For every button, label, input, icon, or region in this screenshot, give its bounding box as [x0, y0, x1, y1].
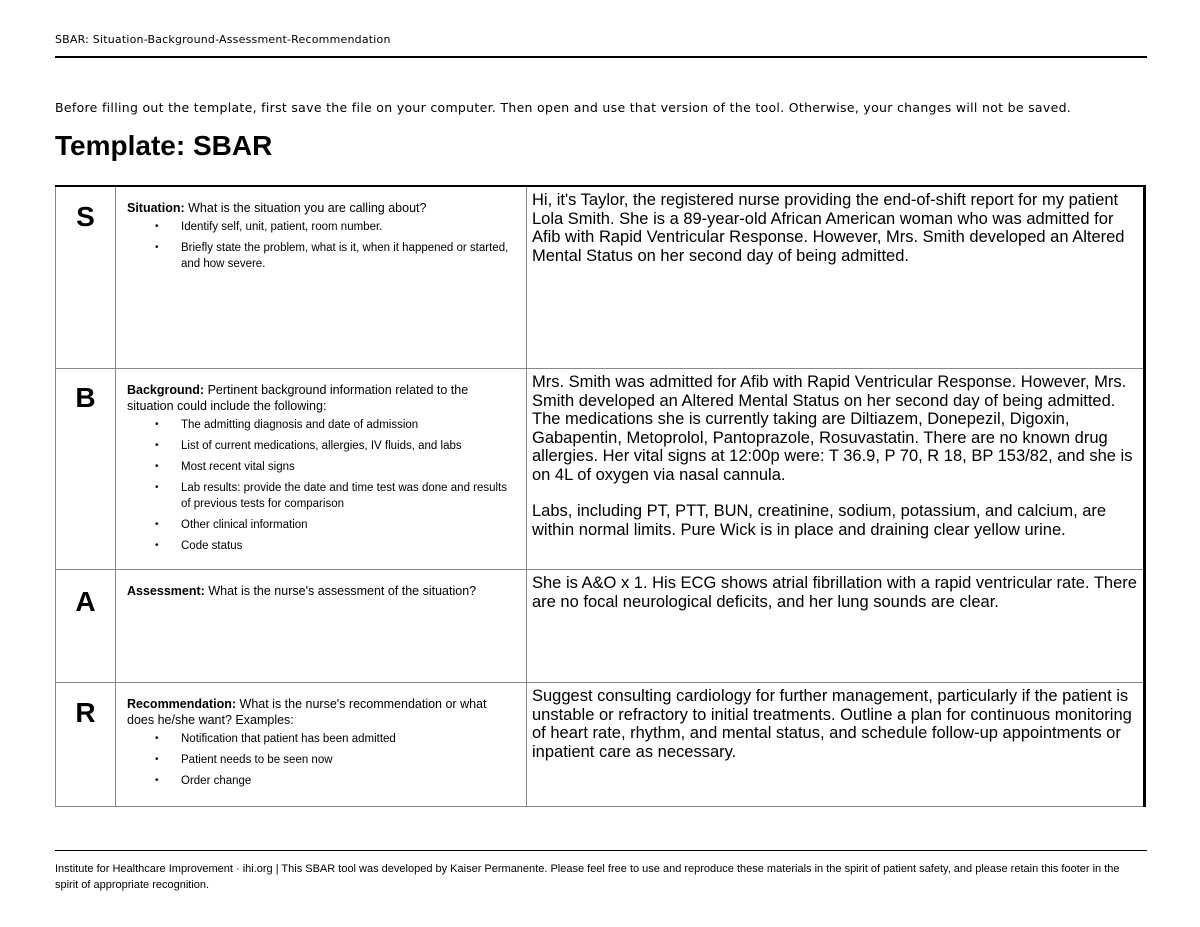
background-label: Background:: [127, 383, 205, 397]
footer-divider: [55, 850, 1147, 851]
list-item: • Patient needs to be seen now: [181, 752, 516, 768]
recommendation-letter: R: [56, 683, 116, 807]
recommendation-bullets: [127, 731, 516, 789]
situation-response-field[interactable]: [527, 186, 1145, 369]
background-letter: B: [56, 369, 116, 570]
background-bullets: [127, 417, 516, 554]
assessment-label: Assessment:: [127, 584, 205, 598]
situation-question: What is the situation you are calling about?: [188, 201, 427, 215]
recommendation-prompt: [116, 683, 527, 807]
response-text: Hi, it's Taylor, the registered nurse providing the end-of-shift report for my patient Lola Smith. She is a 89-year-old African American woman who was admitted for Afib with Rapid Ventricular Response. However, Mrs. Smith developed an Altered Mental Status on her second day of being admitted.: [532, 191, 1125, 265]
response-text: Mrs. Smith was admitted for Afib with Rapid Ventricular Response. However, Mrs. Smith developed an Altered Mental Status on her second day of being admitted. The medications she is currently taking are Diltiazem, Donepezil, Digoxin, Gabapentin, Metoprolol, Pantoprazole, Rosuvastatin. There are no known drug allergies. Her vital signs at 12:00p were: T 36.9, P 70, R 18, BP 153/82, and she is on 4L of oxygen via nasal cannula.: [532, 373, 1133, 484]
list-item: • Order change: [181, 773, 516, 789]
page-title: Template: SBAR: [55, 130, 273, 161]
assessment-question: What is the nurse's assessment of the situation?: [208, 584, 477, 598]
list-item: • Lab results: provide the date and time test was done and results of previous tests for comparison: [181, 480, 516, 512]
table-row-background: [56, 369, 1145, 570]
table-row-recommendation: [56, 683, 1145, 807]
list-item: • The admitting diagnosis and date of admission: [181, 417, 516, 433]
header-divider: [55, 56, 1147, 58]
assessment-letter: A: [56, 570, 116, 683]
assessment-response-field[interactable]: [527, 570, 1145, 683]
recommendation-question: What is the nurse's recommendation or what does he/she want? Examples:: [127, 697, 487, 727]
situation-label: Situation:: [127, 201, 185, 215]
list-item: • Code status: [181, 538, 516, 554]
situation-prompt: [116, 186, 527, 369]
response-text: She is A&O x 1. His ECG shows atrial fibrillation with a rapid ventricular rate. There are no focal neurological deficits, and her lung sounds are clear.: [532, 574, 1137, 611]
save-instruction: Before filling out the template, first save the file on your computer. Then open and use that version of the tool. Otherwise, your changes will not be saved.: [55, 100, 1072, 115]
list-item: • Identify self, unit, patient, room number.: [181, 219, 516, 235]
response-text: Suggest consulting cardiology for further management, particularly if the patient is unstable or refractory to initial treatments. Outline a plan for continuous monitoring of heart rate, rhythm, and mental status, and schedule follow-up appointments or inpatient care as necessary.: [532, 687, 1132, 761]
situation-bullets: [127, 219, 516, 272]
document-header-title: SBAR: Situation-Background-Assessment-Recommendation: [55, 33, 391, 46]
table-row-situation: [56, 186, 1145, 369]
background-response-field[interactable]: [527, 369, 1145, 570]
list-item: • Most recent vital signs: [181, 459, 516, 475]
recommendation-response-field[interactable]: [527, 683, 1145, 807]
list-item: • List of current medications, allergies, IV fluids, and labs: [181, 438, 516, 454]
sbar-table: [55, 185, 1146, 807]
list-item: • Briefly state the problem, what is it, when it happened or started, and how severe.: [181, 240, 516, 272]
background-prompt: [116, 369, 527, 570]
list-item: • Notification that patient has been admitted: [181, 731, 516, 747]
recommendation-label: Recommendation:: [127, 697, 237, 711]
list-item: • Other clinical information: [181, 517, 516, 533]
situation-letter: S: [56, 186, 116, 369]
response-text: Labs, including PT, PTT, BUN, creatinine, sodium, potassium, and calcium, are within normal limits. Pure Wick is in place and draining clear yellow urine.: [532, 502, 1107, 539]
table-row-assessment: [56, 570, 1145, 683]
background-question: Pertinent background information related to the situation could include the following:: [127, 383, 469, 413]
footer-attribution: Institute for Healthcare Improvement · ihi.org | This SBAR tool was developed by Kaiser Permanente. Please feel free to use and reproduce these materials in the spirit of patient safety, and please retain this footer in the spirit of appropriate recognition.: [55, 863, 1120, 891]
assessment-prompt: [116, 570, 527, 683]
